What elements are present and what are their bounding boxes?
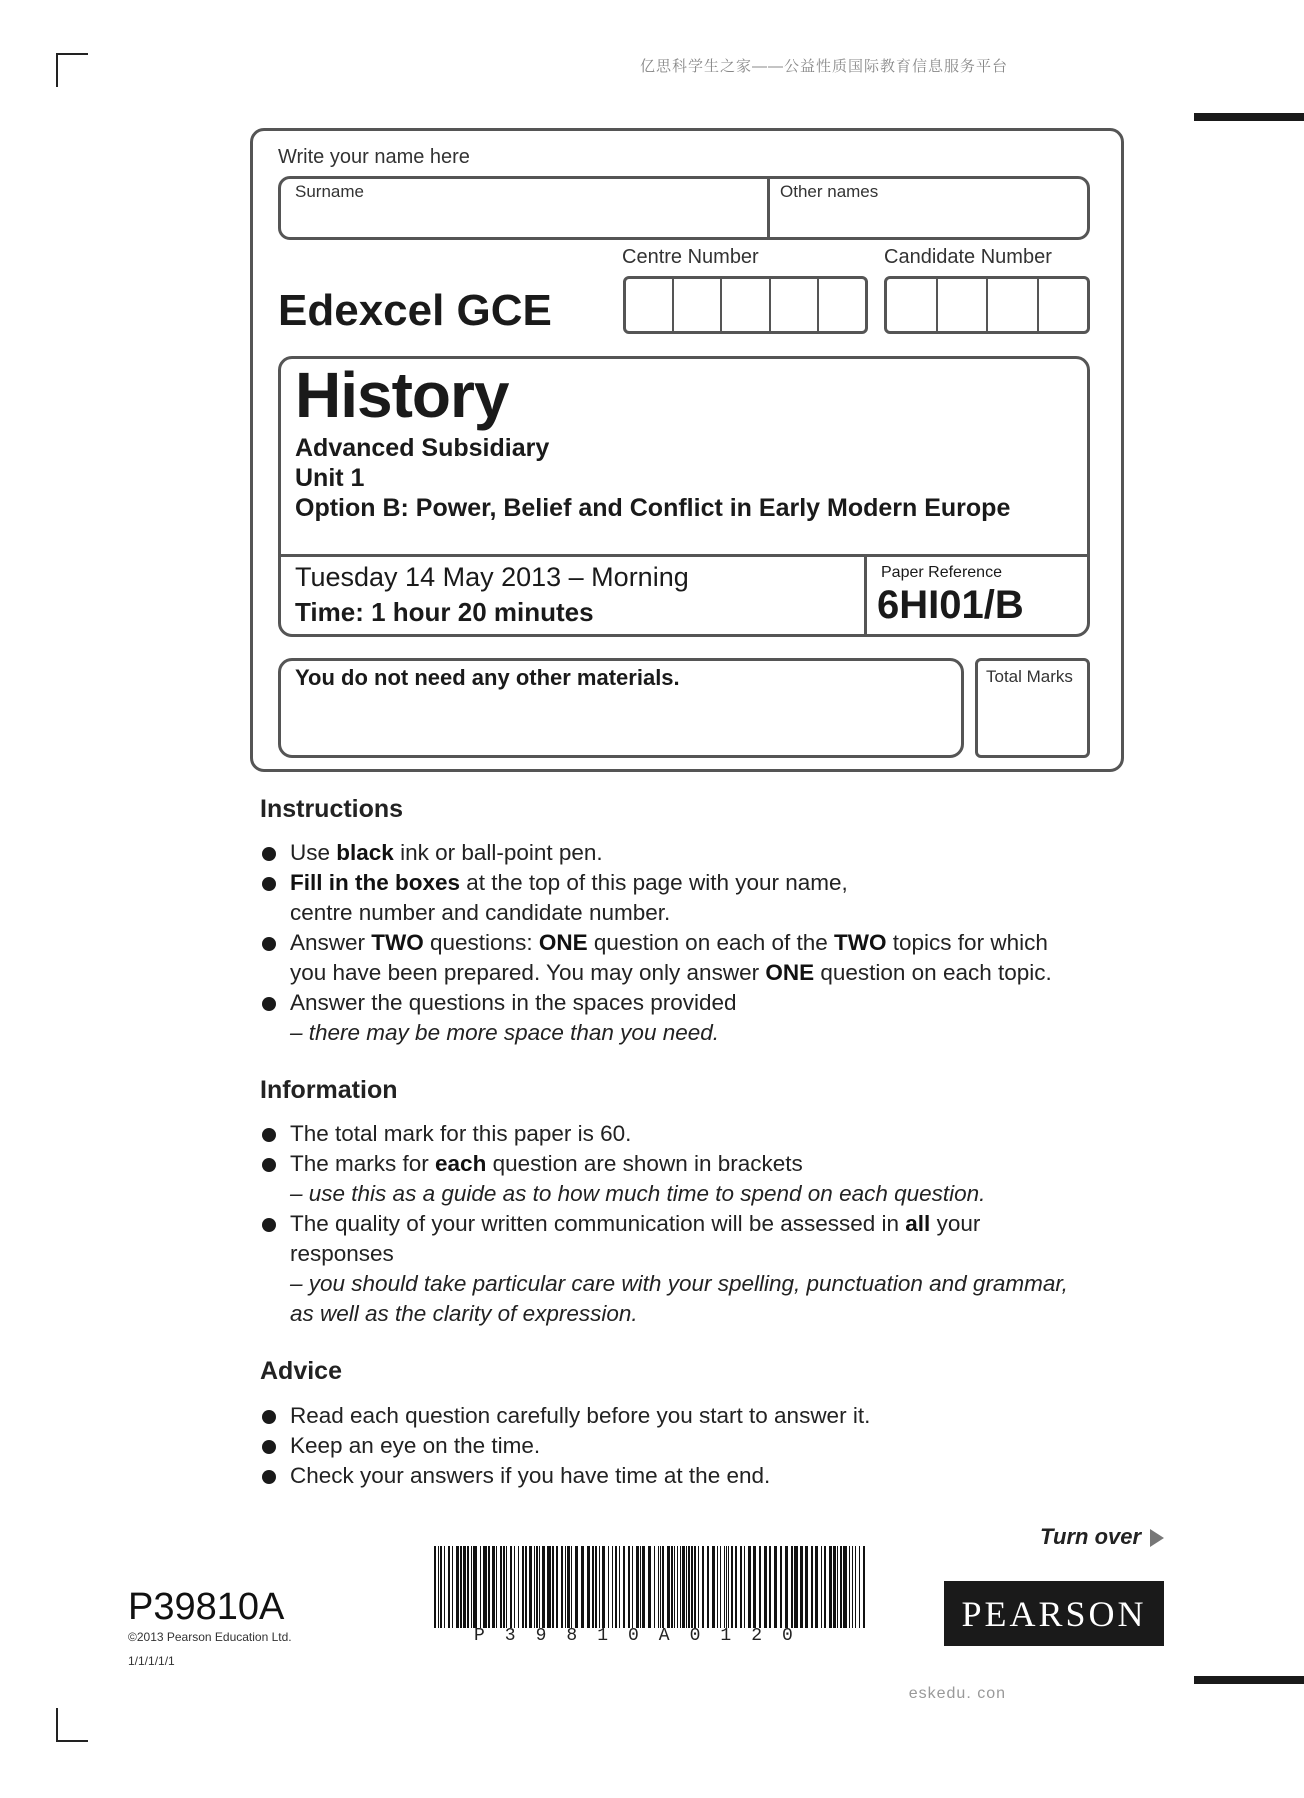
barcode-stripe	[539, 1546, 540, 1628]
centre-digit-box[interactable]	[626, 279, 674, 331]
bullet-icon	[262, 1470, 276, 1484]
barcode-stripe	[434, 1546, 436, 1628]
barcode-stripe	[565, 1546, 566, 1628]
barcode-stripe	[522, 1546, 524, 1628]
barcode-stripe	[785, 1546, 788, 1628]
instruction-3: Answer TWO questions: ONE question on each of the TWO topics for which	[290, 930, 1048, 955]
barcode-stripe	[547, 1546, 551, 1628]
bullet-icon	[262, 1128, 276, 1142]
barcode-stripe	[735, 1546, 737, 1628]
barcode-stripe	[660, 1546, 661, 1628]
barcode-stripe	[438, 1546, 439, 1628]
watermark-top: 亿思科学生之家——公益性质国际教育信息服务平台	[639, 58, 1008, 75]
bullet-icon	[262, 1218, 276, 1232]
candidate-number-label: Candidate Number	[884, 246, 1052, 268]
barcode-stripe	[632, 1546, 633, 1628]
barcode-stripe	[575, 1546, 578, 1628]
barcode-stripe	[774, 1546, 777, 1628]
information-3-line2: responses	[290, 1241, 394, 1266]
exam-time: Time: 1 hour 20 minutes	[295, 597, 594, 627]
barcode-stripe	[514, 1546, 515, 1628]
barcode-stripe	[525, 1546, 527, 1628]
barcode-stripe	[686, 1546, 687, 1628]
version: 1/1/1/1/1	[128, 1654, 175, 1668]
information-3-line3: – you should take particular care with your spelling, punctuation and grammar,	[290, 1271, 1068, 1296]
candidate-digit-box[interactable]	[1039, 279, 1088, 331]
barcode-stripe	[840, 1546, 842, 1628]
barcode-stripe	[691, 1546, 693, 1628]
subject-divider	[280, 554, 1088, 557]
barcode-stripe	[748, 1546, 751, 1628]
barcode-stripe	[473, 1546, 477, 1628]
barcode-stripe	[863, 1546, 865, 1628]
barcode-stripe	[448, 1546, 450, 1628]
barcode-stripe	[612, 1546, 613, 1628]
barcode-stripe	[456, 1546, 459, 1628]
barcode-stripe	[619, 1546, 620, 1628]
advice-2: Keep an eye on the time.	[290, 1433, 541, 1458]
registration-bar-top	[1194, 113, 1304, 121]
candidate-digit-box[interactable]	[988, 279, 1039, 331]
instruction-2-line2: centre number and candidate number.	[290, 900, 671, 925]
name-box	[278, 176, 1090, 240]
barcode-stripe	[791, 1546, 793, 1628]
candidate-digit-box[interactable]	[938, 279, 989, 331]
barcode-stripe	[677, 1546, 678, 1628]
barcode-stripe	[671, 1546, 673, 1628]
centre-number-boxes[interactable]	[623, 276, 868, 334]
barcode-stripe	[534, 1546, 535, 1628]
barcode-stripe	[463, 1546, 466, 1628]
bullet-icon	[262, 877, 276, 891]
barcode	[434, 1546, 866, 1628]
name-divider	[767, 176, 770, 240]
barcode-stripe	[759, 1546, 761, 1628]
crop-mark-top-h	[56, 53, 88, 55]
publisher-logo: PEARSON	[944, 1581, 1164, 1646]
barcode-stripe	[726, 1546, 727, 1628]
barcode-stripe	[440, 1546, 442, 1628]
barcode-stripe	[648, 1546, 651, 1628]
crop-mark-bottom-v	[56, 1708, 58, 1742]
bullet-icon	[262, 997, 276, 1011]
barcode-stripe	[506, 1546, 507, 1628]
information-2: The marks for each question are shown in brackets	[290, 1151, 803, 1176]
barcode-stripe	[855, 1546, 856, 1628]
barcode-stripe	[567, 1546, 570, 1628]
advice-heading: Advice	[260, 1357, 342, 1385]
barcode-stripe	[636, 1546, 639, 1628]
advice-3: Check your answers if you have time at the end.	[290, 1463, 771, 1488]
barcode-stripe	[587, 1546, 590, 1628]
level: Advanced Subsidiary	[295, 434, 550, 462]
barcode-stripe	[480, 1546, 481, 1628]
barcode-stripe	[529, 1546, 532, 1628]
candidate-digit-box[interactable]	[887, 279, 938, 331]
barcode-stripe	[615, 1546, 617, 1628]
barcode-stripe	[667, 1546, 670, 1628]
barcode-stripe	[608, 1546, 609, 1628]
barcode-stripe	[824, 1546, 826, 1628]
barcode-stripe	[674, 1546, 675, 1628]
information-3-line4: as well as the clarity of expression.	[290, 1301, 638, 1326]
barcode-stripe	[536, 1546, 538, 1628]
barcode-stripe	[467, 1546, 469, 1628]
paper-ref-label: Paper Reference	[881, 564, 1002, 581]
crop-mark-bottom-h	[56, 1740, 88, 1742]
barcode-stripe	[654, 1546, 655, 1628]
barcode-stripe	[707, 1546, 709, 1628]
barcode-stripe	[680, 1546, 681, 1628]
barcode-stripe	[859, 1546, 860, 1628]
bullet-icon	[262, 1158, 276, 1172]
barcode-stripe	[460, 1546, 462, 1628]
barcode-stripe	[552, 1546, 554, 1628]
instruction-4-line2: – there may be more space than you need.	[290, 1020, 720, 1045]
barcode-stripe	[444, 1546, 445, 1628]
paper-code: P39810A	[128, 1586, 285, 1628]
barcode-stripe	[724, 1546, 725, 1628]
instruction-2: Fill in the boxes at the top of this page with your name,	[290, 870, 848, 895]
registration-bar-bottom	[1194, 1676, 1304, 1684]
exam-board: Edexcel GCE	[278, 286, 552, 335]
barcode-stripe	[744, 1546, 745, 1628]
centre-digit-box[interactable]	[674, 279, 722, 331]
other-names-field[interactable]: Other names	[780, 182, 879, 201]
barcode-stripe	[717, 1546, 718, 1628]
bullet-icon	[262, 1410, 276, 1424]
barcode-stripe	[628, 1546, 630, 1628]
barcode-stripe	[483, 1546, 487, 1628]
barcode-stripe	[518, 1546, 519, 1628]
option-title: Option B: Power, Belief and Conflict in Early Modern Europe	[295, 494, 1011, 522]
total-marks-label: Total Marks	[986, 667, 1073, 686]
barcode-stripe	[833, 1546, 836, 1628]
barcode-stripe	[542, 1546, 545, 1628]
barcode-stripe	[805, 1546, 808, 1628]
information-1: The total mark for this paper is 60.	[290, 1121, 632, 1146]
barcode-stripe	[658, 1546, 659, 1628]
turn-over-label: Turn over	[1040, 1524, 1142, 1549]
surname-field[interactable]: Surname	[295, 182, 364, 201]
paper-ref-divider	[864, 556, 867, 635]
barcode-stripe	[640, 1546, 641, 1628]
barcode-stripe	[471, 1546, 472, 1628]
barcode-stripe	[769, 1546, 771, 1628]
barcode-stripe	[800, 1546, 803, 1628]
candidate-number-boxes[interactable]	[884, 276, 1090, 334]
subject-title: History	[295, 359, 509, 431]
bullet-icon	[262, 1440, 276, 1454]
barcode-stripe	[764, 1546, 767, 1628]
barcode-stripe	[794, 1546, 798, 1628]
barcode-stripe	[581, 1546, 584, 1628]
barcode-stripe	[492, 1546, 495, 1628]
barcode-stripe	[728, 1546, 729, 1628]
barcode-stripe	[599, 1546, 600, 1628]
instruction-4: Answer the questions in the spaces provided	[290, 990, 737, 1015]
paper-ref: 6HI01/B	[877, 583, 1024, 627]
exam-date: Tuesday 14 May 2013 – Morning	[295, 562, 689, 592]
barcode-stripe	[731, 1546, 733, 1628]
information-heading: Information	[260, 1076, 398, 1104]
barcode-stripe	[852, 1546, 853, 1628]
bullet-icon	[262, 847, 276, 861]
crop-mark-top-v	[56, 53, 58, 87]
barcode-stripe	[753, 1546, 756, 1628]
barcode-stripe	[740, 1546, 742, 1628]
barcode-stripe	[780, 1546, 782, 1628]
barcode-stripe	[682, 1546, 685, 1628]
centre-number-label: Centre Number	[622, 246, 759, 268]
arrow-right-icon	[1150, 1529, 1164, 1547]
barcode-stripe	[837, 1546, 838, 1628]
write-name-label: Write your name here	[278, 146, 470, 168]
barcode-stripe	[556, 1546, 558, 1628]
centre-digit-box[interactable]	[819, 279, 865, 331]
barcode-number: P39810A0120	[474, 1626, 813, 1646]
advice-1: Read each question carefully before you start to answer it.	[290, 1403, 871, 1428]
barcode-stripe	[510, 1546, 512, 1628]
barcode-stripe	[720, 1546, 721, 1628]
barcode-stripe	[623, 1546, 625, 1628]
barcode-stripe	[500, 1546, 502, 1628]
bullet-icon	[262, 937, 276, 951]
barcode-stripe	[592, 1546, 594, 1628]
information-2-line2: – use this as a guide as to how much time to spend on each question.	[290, 1181, 986, 1206]
barcode-stripe	[602, 1546, 605, 1628]
barcode-stripe	[843, 1546, 847, 1628]
barcode-stripe	[642, 1546, 645, 1628]
barcode-stripe	[488, 1546, 490, 1628]
barcode-stripe	[595, 1546, 597, 1628]
instructions-heading: Instructions	[260, 795, 404, 823]
barcode-stripe	[496, 1546, 497, 1628]
barcode-stripe	[452, 1546, 453, 1628]
instruction-3-line2: you have been prepared. You may only answer ONE question on each topic.	[290, 960, 1052, 985]
barcode-stripe	[561, 1546, 563, 1628]
information-3: The quality of your written communication will be assessed in all your	[290, 1211, 981, 1236]
barcode-stripe	[571, 1546, 572, 1628]
centre-digit-box[interactable]	[722, 279, 770, 331]
barcode-stripe	[688, 1546, 690, 1628]
barcode-stripe	[662, 1546, 664, 1628]
barcode-stripe	[849, 1546, 850, 1628]
instruction-1: Use black ink or ball-point pen.	[290, 840, 603, 865]
barcode-stripe	[698, 1546, 699, 1628]
barcode-stripe	[702, 1546, 704, 1628]
barcode-stripe	[829, 1546, 832, 1628]
centre-digit-box[interactable]	[771, 279, 819, 331]
barcode-stripe	[694, 1546, 696, 1628]
barcode-stripe	[811, 1546, 813, 1628]
unit: Unit 1	[295, 464, 365, 492]
barcode-stripe	[503, 1546, 505, 1628]
materials-note: You do not need any other materials.	[295, 665, 680, 690]
watermark-bottom: eskedu. con	[908, 1685, 1006, 1702]
barcode-stripe	[712, 1546, 715, 1628]
copyright: ©2013 Pearson Education Ltd.	[128, 1630, 292, 1644]
barcode-stripe	[821, 1546, 822, 1628]
barcode-stripe	[815, 1546, 818, 1628]
